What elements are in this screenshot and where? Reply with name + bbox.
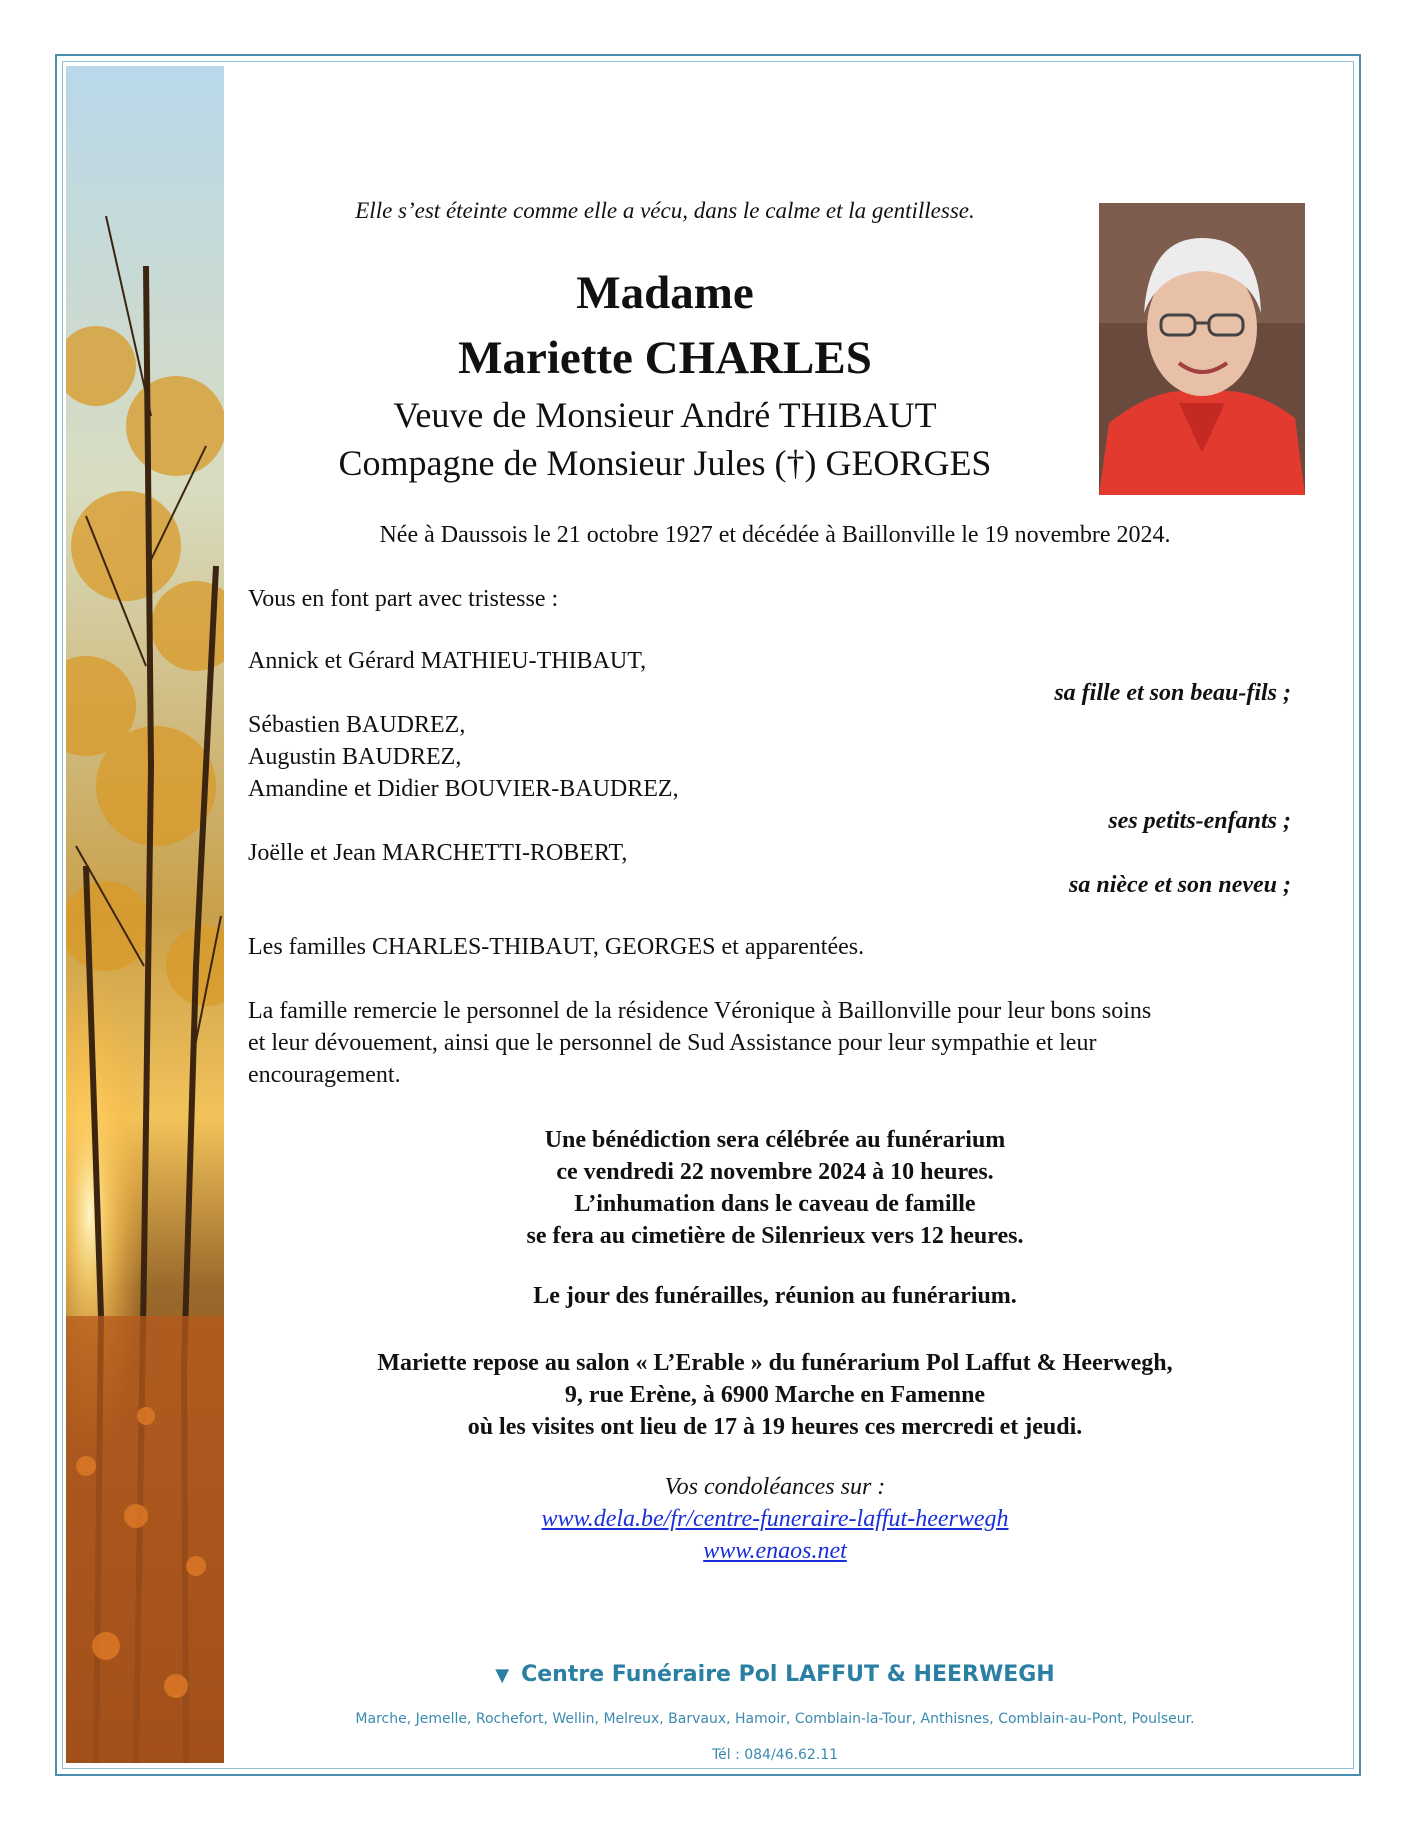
condolences-link-dela[interactable]: www.dela.be/fr/centre-funeraire-laffut-heerwegh <box>541 1506 1009 1532</box>
role-daughter: sa fille et son beau-fils ; <box>1054 680 1291 706</box>
thanks-paragraph <box>248 995 1298 1091</box>
family-daughter: Annick et Gérard MATHIEU-THIBAUT, <box>248 648 647 674</box>
thanks-line: encouragement. <box>248 1062 401 1088</box>
families-line: Les familles CHARLES-THIBAUT, GEORGES et apparentées. <box>248 934 865 960</box>
family-niece: Joëlle et Jean MARCHETTI-ROBERT, <box>248 840 628 866</box>
footer-phone: Tél : 084/46.62.11 <box>711 1747 839 1763</box>
birth-death-line: Née à Daussois le 21 octobre 1927 et décédée à Baillonville le 19 novembre 2024. <box>379 522 1171 548</box>
grandchild-2: Augustin BAUDREZ, <box>248 744 462 770</box>
repose-line: 9, rue Erène, à 6900 Marche en Famenne <box>564 1382 986 1408</box>
footer-towns: Marche, Jemelle, Rochefort, Wellin, Melreux, Barvaux, Hamoir, Comblain-la-Tour, Anthisnes, Comblain-au-Pont, Poulseur. <box>355 1711 1195 1727</box>
role-niece: sa nièce et son neveu ; <box>1069 872 1291 898</box>
repose-line: où les visites ont lieu de 17 à 19 heures ces mercredi et jeudi. <box>467 1414 1083 1440</box>
title-salutation: Madame <box>576 267 754 319</box>
title-name: Mariette CHARLES <box>458 332 872 384</box>
funeral-day: Le jour des funérailles, réunion au funérarium. <box>533 1283 1017 1309</box>
grandchild-3: Amandine et Didier BOUVIER-BAUDREZ, <box>248 776 679 802</box>
repose-line: Mariette repose au salon « L’Erable » du funérarium Pol Laffut & Heerwegh, <box>377 1350 1173 1376</box>
thanks-line: et leur dévouement, ainsi que le personnel de Sud Assistance pour leur sympathie et leur <box>248 1030 1097 1056</box>
quote: Elle s’est éteinte comme elle a vécu, dans le calme et la gentillesse. <box>355 198 975 223</box>
repose-block <box>230 1347 1320 1443</box>
ceremony-line: L’inhumation dans le caveau de famille <box>574 1191 976 1217</box>
widow-of: Veuve de Monsieur André THIBAUT <box>393 395 937 435</box>
footer-title-text: Centre Funéraire Pol LAFFUT & HEERWEGH <box>521 1662 1055 1687</box>
companion-of: Compagne de Monsieur Jules (†) GEORGES <box>338 443 992 483</box>
condolences-link-enaos[interactable]: www.enaos.net <box>703 1538 847 1564</box>
footer-title <box>230 1662 1320 1687</box>
role-grandchildren: ses petits-enfants ; <box>1108 808 1291 834</box>
ceremony-line: Une bénédiction sera célébrée au funérarium <box>544 1127 1006 1153</box>
portrait-photo <box>1099 203 1305 495</box>
grandchild-1: Sébastien BAUDREZ, <box>248 712 466 738</box>
ceremony-block <box>230 1124 1320 1252</box>
condolences-label: Vos condoléances sur : <box>664 1474 886 1500</box>
announce-line: Vous en font part avec tristesse : <box>248 586 559 612</box>
thanks-line: La famille remercie le personnel de la résidence Véronique à Baillonville pour leur bons soins <box>248 998 1152 1024</box>
triangle-down-icon: ▼ <box>495 1665 510 1686</box>
ceremony-line: ce vendredi 22 novembre 2024 à 10 heures. <box>556 1159 994 1185</box>
ceremony-line: se fera au cimetière de Silenrieux vers 12 heures. <box>526 1223 1024 1249</box>
